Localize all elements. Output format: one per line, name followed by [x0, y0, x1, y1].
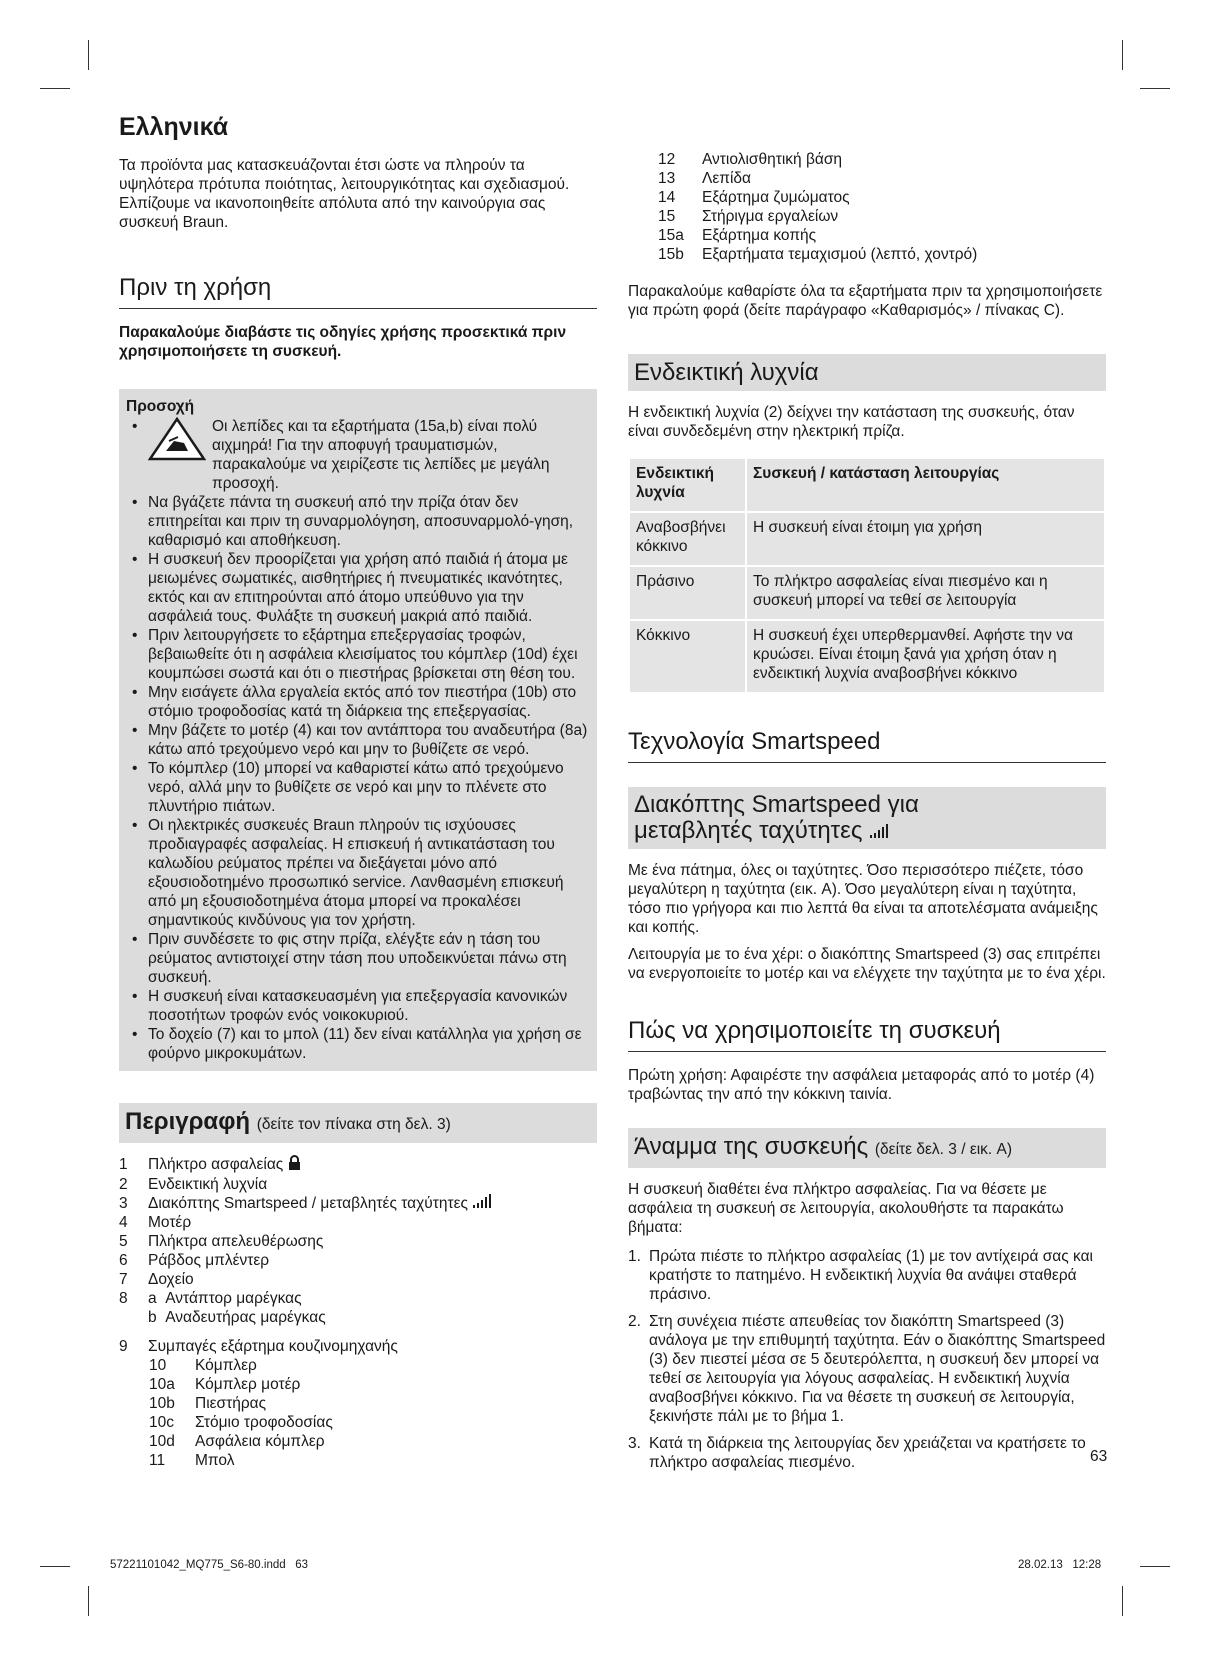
part-item: 11 Μπολ	[149, 1452, 235, 1469]
cleaning-note: Παρακαλούμε καθαρίστε όλα τα εξαρτήματα πριν τα χρησιμοποιήσετε για πρώτη φορά (δείτε παράγραφο «Καθαρισμός» / πίνακας C).	[628, 283, 1103, 319]
part-item: 10b Πιεστήρας	[149, 1395, 267, 1412]
part-item: 6 Ράβδος μπλέντερ	[119, 1252, 270, 1269]
right-column	[628, 150, 1106, 1480]
step-item: 1. Πρώτα πιέστε το πλήκτρο ασφαλείας (1) με τον αντίχειρά σας και κρατήστε το πατημένο. Η ενδεικτική λυχνία θα ανάψει σταθερά πράσινο.	[628, 1248, 1094, 1303]
warning-box	[119, 389, 597, 1071]
switch-title-line-1: Διακόπτης Smartspeed για	[634, 791, 919, 818]
switch-paragraph-2: Λειτουργία με το ένα χέρι: ο διακόπτης Smartspeed (3) σας επιτρέπει να ενεργοποιείτε το μοτέρ και να ελέγχετε την ταχύτητα με το ένα χέρι.	[628, 946, 1106, 982]
warning-title: Προσοχή	[126, 398, 195, 415]
switch-title-line-2: μεταβλητές ταχύτητες	[634, 818, 1100, 844]
footer-file-info: 57221101042_MQ775_S6-80.indd 63	[110, 1559, 309, 1571]
table-row	[629, 620, 1105, 693]
part-item: 15a Εξάρτημα κοπής	[658, 227, 817, 244]
table-row	[629, 566, 1105, 620]
switch-on-title: Άναμμα της συσκευής	[634, 1133, 869, 1160]
warning-item: • Να βγάζετε πάντα τη συσκευή από την πρίζα όταν δεν επιτηρείται και πριν τη συναρμολόγηση, αποσυναρμολό-γηση, καθαρισμό και αποθήκευση.	[126, 493, 589, 550]
blade-hand-warning-icon	[148, 417, 206, 466]
description-title: Περιγραφή	[125, 1108, 251, 1135]
part-item: 15b Εξαρτήματα τεμαχισμού (λεπτό, χοντρό)	[658, 246, 978, 263]
warning-item: • Το κόμπλερ (10) μπορεί να καθαριστεί κάτω από τρεχούμενο νερό, αλλά μην το βυθίζετε σε νερό και μην το πλένετε στο πλυντήριο πιάτων.	[126, 759, 589, 816]
table-row	[629, 512, 1105, 566]
page-number: 63	[1090, 1448, 1108, 1465]
speed-bars-icon	[472, 1194, 492, 1213]
parts-list	[119, 1155, 597, 1470]
warning-item: • Πριν συνδέσετε το φις στην πρίζα, ελέγξτε εάν η τάση του ρεύματος αντιστοιχεί στην τάση που υποδεικνύεται πάνω στη συσκευή.	[126, 930, 589, 987]
first-use-text: Πρώτη χρήση: Αφαιρέστε την ασφάλεια μεταφοράς από το μοτέρ (4) τραβώντας την από την κόκκινη ταινία.	[628, 1067, 1095, 1103]
part-item: 13 Λεπίδα	[658, 170, 751, 187]
part-item: 7 Δοχείο	[119, 1271, 194, 1288]
warning-text: Οι λεπίδες και τα εξαρτήματα (15a,b) είναι πολύ αιχμηρά! Για την αποφυγή τραυματισμών, παρακαλούμε να χειρίζεστε τις λεπίδες με μεγάλη προσοχή.	[212, 418, 550, 492]
indicator-text: Η ενδεικτική λυχνία (2) δείχνει την κατάσταση της συσκευής, όταν είναι συνδεδεμένη στην ηλεκτρική πρίζα.	[628, 404, 1075, 440]
crop-mark-bl-v	[88, 1586, 89, 1616]
part-item: 3 Διακόπτης Smartspeed / μεταβλητές ταχύτητες	[119, 1194, 597, 1213]
part-item: 15 Στήριγμα εργαλείων	[658, 208, 839, 225]
part-item: b Αναδευτήρας μαρέγκας	[148, 1309, 326, 1326]
switch-on-heading	[628, 1128, 1106, 1168]
warning-item: • Η συσκευή δεν προορίζεται για χρήση από παιδιά ή άτομα με μειωμένες σωματικές, αισθητήριες ή πνευματικές ικανότητες, εκτός και αν επιτηρούνται από άτομο υπεύθυνο για την ασφάλειά τους. Φυλάξτε τη συσκευή μακριά από παιδιά.	[126, 550, 589, 626]
smartspeed-heading: Τεχνολογία Smartspeed	[628, 728, 1106, 763]
switch-paragraph-1: Με ένα πάτημα, όλες οι ταχύτητες. Όσο περισσότερο πιέζετε, τόσο μεγαλύτερη η ταχύτητα (εικ. A). Όσο μεγαλύτερη είναι η ταχύτητα, τόσο πιο γρήγορα και πιο λεπτά θα είναι τα αποτελέσματα ανάμειξης και κοπής.	[628, 862, 1098, 936]
smartspeed-switch-heading	[628, 787, 1106, 849]
table-cell: Το πλήκτρο ασφαλείας είναι πιεσμένο και η συσκευή μπορεί να τεθεί σε λειτουργία	[746, 566, 1105, 620]
switch-on-text: Η συσκευή διαθέτει ένα πλήκτρο ασφαλείας. Για να θέσετε με ασφάλεια τη συσκευή σε λειτουργία, ακολουθήστε τα παρακάτω βήματα:	[628, 1181, 1064, 1236]
table-cell: Η συσκευή είναι έτοιμη για χρήση	[746, 512, 1105, 566]
part-item: 1 Πλήκτρο ασφαλείας	[119, 1155, 597, 1175]
switch-on-steps	[628, 1247, 1106, 1472]
warning-item: • Η συσκευή είναι κατασκευασμένη για επεξεργασία κανονικών ποσοτήτων τροφών ενός νοικοκυριού.	[126, 987, 589, 1025]
warning-item: • Οι ηλεκτρικές συσκευές Braun πληρούν τις ισχύουσες προδιαγραφές ασφαλείας. Η επισκευή ή αντικατάσταση του καλωδίου ρεύματος πρέπει να διεξάγεται μόνο από εξουσιοδοτημένο προσωπικό service. Λανθασμένη επισκευή από μη εξουσιοδοτημένα άτομα μπορεί να προκαλέσει σημαντικούς κινδύνους για τον χρήστη.	[126, 816, 589, 930]
part-item: 10a Κόμπλερ μοτέρ	[149, 1376, 301, 1393]
speed-bars-icon	[869, 818, 889, 844]
left-column	[119, 112, 597, 1470]
part-item: 12 Αντιολισθητική βάση	[658, 151, 843, 168]
intro-paragraph: Τα προϊόντα μας κατασκευάζονται έτσι ώστε να πληρούν τα υψηλότερα πρότυπα ποιότητας, λειτουργικότητας και σχεδιασμού. Ελπίζουμε να ικανοποιηθείτε απόλυτα από την καινούργια σας συσκευή Braun.	[119, 157, 570, 231]
part-item: 9 Συμπαγές εξάρτημα κουζινομηχανής	[119, 1338, 398, 1355]
warning-item: • Το δοχείο (7) και το μπολ (11) δεν είναι κατάλληλα για χρήση σε φούρνο μικροκυμάτων.	[126, 1025, 589, 1063]
table-header-cell: Συσκευή / κατάσταση λειτουργίας	[746, 458, 1105, 512]
warning-item: • Πριν λειτουργήσετε το εξάρτημα επεξεργασίας τροφών, βεβαιωθείτε ότι η ασφάλεια κλεισίματος του κόμπλερ (10d) έχει κουμπώσει σωστά και ότι ο πιεστήρας βρίσκεται στη θέση του.	[126, 626, 589, 683]
warning-item: • Μην εισάγετε άλλα εργαλεία εκτός από τον πιεστήρα (10b) στο στόμιο τροφοδοσίας κατά τη διάρκεια της επεξεργασίας.	[126, 683, 589, 721]
part-item: 8 a Αντάπτορ μαρέγκας	[119, 1290, 302, 1307]
table-cell: Η συσκευή έχει υπερθερμανθεί. Αφήστε την να κρυώσει. Είναι έτοιμη ξανά για χρήση όταν η ενδεικτική λυχνία αναβοσβήνει κόκκινο	[746, 620, 1105, 693]
lock-icon	[288, 1155, 301, 1175]
warning-list	[126, 417, 589, 1063]
part-item: 4 Μοτέρ	[119, 1214, 192, 1231]
description-subtitle: (δείτε τον πίνακα στη δελ. 3)	[256, 1116, 451, 1133]
crop-mark-tl-h	[40, 88, 70, 89]
warning-item	[126, 417, 589, 493]
indicator-heading: Ενδεικτική λυχνία	[628, 354, 1106, 391]
crop-mark-br-v	[1122, 1586, 1123, 1616]
crop-mark-tr-h	[1140, 88, 1170, 89]
crop-mark-br-h	[1140, 1566, 1170, 1567]
part-item: 10 Κόμπλερ	[149, 1357, 257, 1374]
before-use-instruction: Παρακαλούμε διαβάστε τις οδηγίες χρήσης προσεκτικά πριν χρησιμοποιήσετε τη συσκευή.	[119, 324, 567, 360]
part-item: 14 Εξάρτημα ζυμώματος	[658, 189, 850, 206]
parts-list-continued	[628, 150, 1106, 264]
part-item: 10c Στόμιο τροφοδοσίας	[149, 1414, 333, 1431]
crop-mark-bl-h	[40, 1566, 70, 1567]
warning-item: • Μην βάζετε το μοτέρ (4) και τον αντάπτορα του αναδευτήρα (8a) κάτω από τρεχούμενο νερό και μην το βυθίζετε σε νερό.	[126, 721, 589, 759]
how-to-use-heading: Πώς να χρησιμοποιείτε τη συσκευή	[628, 1017, 1106, 1052]
crop-mark-tr-v	[1122, 40, 1123, 70]
part-item: 10d Ασφάλεια κόμπλερ	[149, 1433, 325, 1450]
table-header-cell: Ενδεικτική λυχνία	[629, 458, 746, 512]
table-header-row	[629, 458, 1105, 512]
footer-timestamp: 28.02.13 12:28	[1018, 1559, 1102, 1571]
table-cell: Πράσινο	[629, 566, 746, 620]
step-item: 3. Κατά τη διάρκεια της λειτουργίας δεν χρειάζεται να κρατήσετε το πλήκτρο ασφαλείας πιεσμένο.	[628, 1435, 1086, 1471]
indicator-table	[628, 457, 1106, 694]
step-item: 2. Στη συνέχεια πιέστε απευθείας τον διακόπτη Smartspeed (3) ανάλογα με την επιθυμητή ταχύτητα. Εάν ο διακόπτης Smartspeed (3) δεν πιεστεί μέσα σε 5 δευτερόλεπτα, η συσκευή δεν μπορεί να τεθεί σε λειτουργία για λόγους ασφαλείας. Η ενδεικτική λυχνία αναβοσβήνει κόκκινο. Για να θέσετε τη συσκευή σε λειτουργία, ξεκινήστε πάλι με το βήμα 1.	[628, 1313, 1106, 1425]
part-item: 5 Πλήκτρα απελευθέρωσης	[119, 1233, 324, 1250]
switch-on-subtitle: (δείτε δελ. 3 / εικ. A)	[874, 1141, 1013, 1158]
before-use-heading: Πριν τη χρήση	[119, 274, 597, 309]
table-cell: Αναβοσβήνει κόκκινο	[629, 512, 746, 566]
crop-mark-tl-v	[88, 40, 89, 70]
language-title: Ελληνικά	[119, 113, 229, 141]
part-item: 2 Ενδεικτική λυχνία	[119, 1176, 268, 1193]
table-cell: Κόκκινο	[629, 620, 746, 693]
description-heading	[119, 1103, 597, 1143]
